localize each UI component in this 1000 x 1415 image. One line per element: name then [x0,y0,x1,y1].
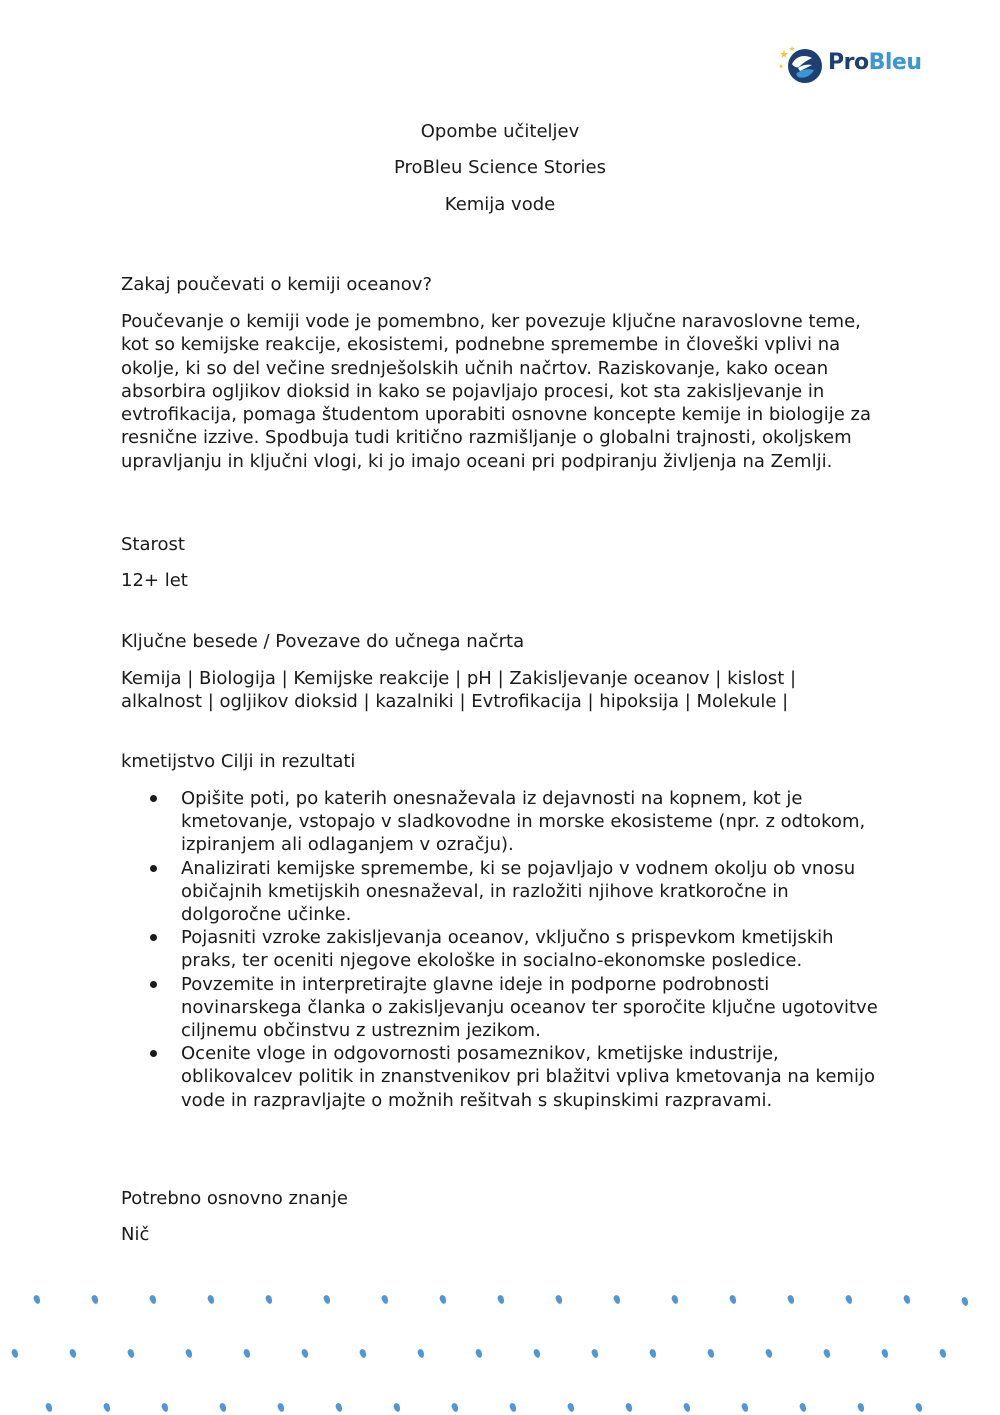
drop-icon [301,1348,310,1359]
drop-icon [381,1294,390,1305]
keywords-heading: Ključne besede / Povezave do učnega načrta [121,631,525,652]
prereq-heading: Potrebno osnovno znanje [121,1188,348,1209]
drop-icon [613,1294,622,1305]
drop-icon [625,1402,634,1413]
drop-icon [799,1402,808,1413]
drop-icon [11,1348,20,1359]
why-heading: Zakaj poučevati o kemiji oceanov? [121,274,432,295]
drop-icon [765,1348,774,1359]
goals-list [121,787,881,1112]
drop-icon [939,1348,948,1359]
drop-icon [649,1348,658,1359]
probleu-logo [778,44,928,86]
list-item: Analizirati kemijske spremembe, ki se pojavljajo v vodnem okolju ob vnosu običajnih kmetijskih onesnaževal, in razložiti njihove kratkoročne in dolgoročne učinke. [121,857,881,927]
drop-icon [845,1294,854,1305]
drop-icon [555,1294,564,1305]
why-body: Poučevanje o kemiji vode je pomembno, ker povezuje ključne naravoslovne teme, kot so kemijske reakcije, ekosistemi, podnebne spremembe in človeški vplivi na okolje, ki so del večine srednješolskih učnih načrtov. Raziskovanje, kako ocean absorbira ogljikov dioksid in kako se pojavljajo procesi, kot sta zakisljevanje in evtrofikacija, pomaga študentom uporabiti osnovne koncepte kemije in biologije za resnične izzive. Spodbuja tudi kritično razmišljanje o globalni trajnosti, okoljskem upravljanju in ključni vlogi, ki jo imajo oceani pri podpiranju življenja na Zemlji. [121,311,871,472]
drop-icon [335,1402,344,1413]
drop-icon [451,1402,460,1413]
drop-icon [683,1402,692,1413]
drop-icon [707,1348,716,1359]
drop-icon [915,1402,924,1413]
drop-icon [741,1402,750,1413]
drop-icon [475,1348,484,1359]
series-title: ProBleu Science Stories [394,157,606,178]
age-heading: Starost [121,534,185,555]
drop-icon [161,1402,170,1413]
drop-icon [243,1348,252,1359]
drop-icon [881,1348,890,1359]
logo-text-pro: Pro [828,50,869,75]
list-item: Povzemite in interpretirajte glavne ideje in podporne podrobnosti novinarskega članka o zakisljevanju oceanov ter sporočite ključne ugotovitve ciljnemu občinstvu z ustreznim jezikom. [121,973,881,1043]
drop-icon [417,1348,426,1359]
drop-icon [277,1402,286,1413]
topic-title: Kemija vode [444,194,556,215]
drop-icon [127,1348,136,1359]
age-value: 12+ let [121,570,188,591]
drop-icon [91,1294,100,1305]
drop-icon [497,1294,506,1305]
drop-icon [823,1348,832,1359]
goals-heading: kmetijstvo Cilji in rezultati [121,751,356,772]
drop-icon [149,1294,158,1305]
list-item: Pojasniti vzroke zakisljevanja oceanov, vključno s prispevkom kmetijskih praks, ter oceniti njegove ekološke in socialno-ekonomske posledice. [121,926,881,972]
list-item: Opišite poti, po katerih onesnaževala iz dejavnosti na kopnem, kot je kmetovanje, vstopajo v sladkovodne in morske ekosisteme (npr. z odtokom, izpiranjem ali odlaganjem v ozračju). [121,787,881,857]
drop-icon [185,1348,194,1359]
keywords-value: Kemija | Biologija | Kemijske reakcije | pH | Zakisljevanje oceanov | kislost | alkalnost | ogljikov dioksid | kazalniki | Evtrofikacija | hipoksija | Molekule | [121,668,797,713]
drop-icon [857,1402,866,1413]
drop-icon [69,1348,78,1359]
list-item: Ocenite vloge in odgovornosti posameznikov, kmetijske industrije, oblikovalcev politik in znanstvenikov pri blažitvi vpliva kmetovanja na kemijo vode in razpravljajte o možnih rešitvah s skupinskimi razpravami. [121,1042,881,1112]
drop-icon [671,1294,680,1305]
drop-icon [359,1348,368,1359]
logo-wordmark [828,50,922,75]
drop-icon [33,1294,42,1305]
drop-icon [787,1294,796,1305]
drop-icon [961,1296,970,1307]
drop-icon [439,1294,448,1305]
drop-icon [323,1294,332,1305]
drop-icon [219,1402,228,1413]
drop-icon [509,1402,518,1413]
drop-icon [45,1402,54,1413]
logo-text-bleu: Bleu [868,50,922,75]
drop-icon [207,1294,216,1305]
drop-icon [265,1294,274,1305]
probleu-logo-icon [778,44,824,86]
drop-icon [591,1348,600,1359]
drop-icon [533,1348,542,1359]
document-title: Opombe učiteljev [420,121,580,142]
water-drop-pattern [0,1280,1000,1415]
drop-icon [393,1402,402,1413]
drop-icon [729,1294,738,1305]
drop-icon [567,1402,576,1413]
drop-icon [103,1402,112,1413]
prereq-value: Nič [121,1224,150,1245]
drop-icon [903,1294,912,1305]
